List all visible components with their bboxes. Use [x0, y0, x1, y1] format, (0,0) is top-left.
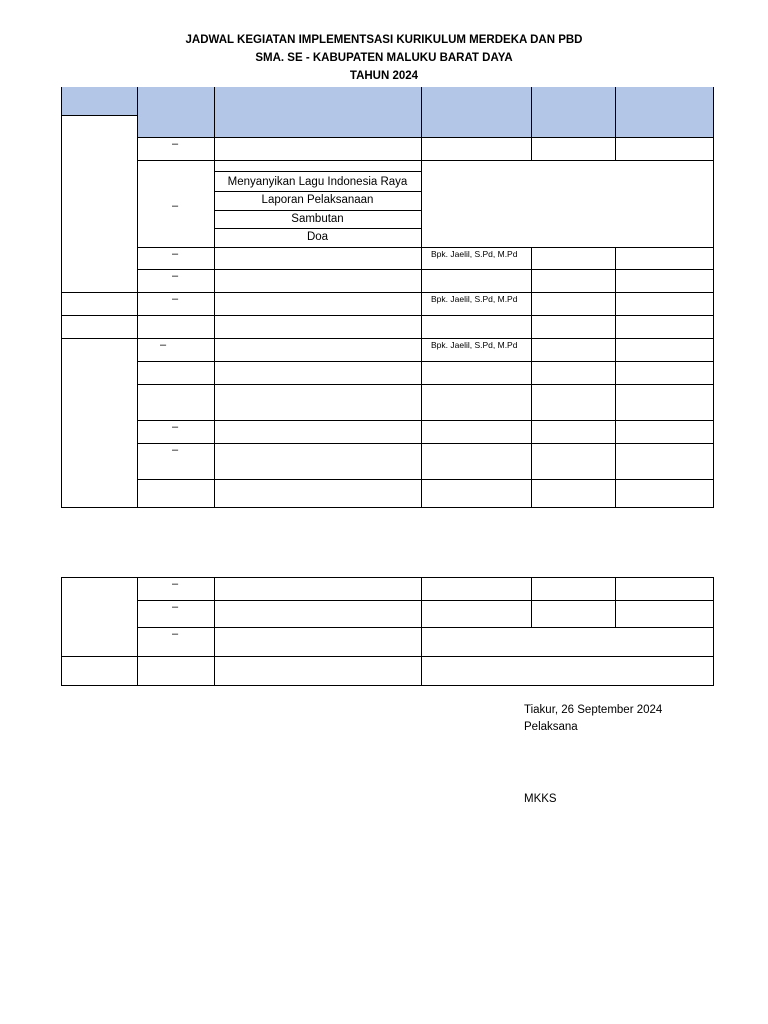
opening-item: Sambutan: [291, 213, 344, 225]
presenter-name: Bpk. Jaelil, S.Pd, M.Pd: [431, 294, 518, 304]
place-date: Tiakur, 26 September 2024: [524, 704, 663, 716]
time-dash: –: [171, 270, 179, 282]
year-label: TAHUN 2024: [349, 70, 419, 82]
document-title: JADWAL KEGIATAN IMPLEMENTSASI KURIKULUM MERDEKA DAN PBD: [185, 34, 583, 46]
opening-item: Laporan Pelaksanaan: [261, 194, 374, 206]
time-dash: –: [171, 421, 179, 433]
school-name: SMA. SE - KABUPATEN MALUKU BARAT DAYA: [255, 52, 513, 64]
time-dash: –: [171, 200, 179, 212]
presenter-name: Bpk. Jaelil, S.Pd, M.Pd: [431, 340, 518, 350]
time-dash: –: [159, 339, 167, 351]
time-dash: –: [171, 138, 179, 150]
opening-item: Doa: [306, 231, 329, 243]
opening-item: Menyanyikan Lagu Indonesia Raya: [227, 176, 408, 188]
time-dash: –: [171, 248, 179, 260]
time-dash: –: [171, 628, 179, 640]
time-dash: –: [171, 578, 179, 590]
presenter-name: Bpk. Jaelil, S.Pd, M.Pd: [431, 249, 518, 259]
time-dash: –: [171, 444, 179, 456]
time-dash: –: [171, 601, 179, 613]
time-dash: –: [171, 293, 179, 305]
signatory-name: MKKS: [524, 793, 557, 805]
signature-role: Pelaksana: [524, 721, 578, 733]
